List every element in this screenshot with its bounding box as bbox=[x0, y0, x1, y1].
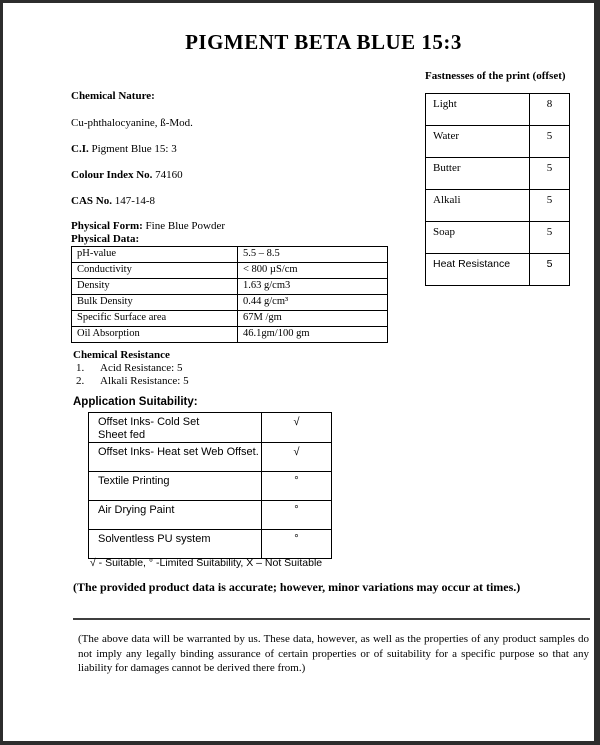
ci-label: C.I. bbox=[71, 143, 89, 155]
property-cell: Oil Absorption bbox=[72, 327, 238, 343]
chemical-nature-value: Cu-phthalocyanine, ß-Mod. bbox=[71, 117, 193, 129]
application-line1: Solventless PU system bbox=[98, 533, 211, 545]
table-row bbox=[72, 295, 388, 311]
fastness-value: 5 bbox=[530, 222, 570, 254]
table-row bbox=[89, 530, 332, 559]
application-suitability-heading: Application Suitability: bbox=[73, 396, 198, 408]
fastness-label: Alkali bbox=[426, 190, 530, 222]
value-cell: < 800 µS/cm bbox=[238, 263, 388, 279]
cas-line bbox=[71, 195, 155, 207]
table-row bbox=[89, 472, 332, 501]
table-row bbox=[89, 413, 332, 443]
physical-form-label: Physical Form: bbox=[71, 220, 143, 232]
table-row bbox=[72, 311, 388, 327]
application-line1: Offset Inks- Heat set Web Offset. bbox=[98, 446, 259, 458]
property-cell: Density bbox=[72, 279, 238, 295]
application-cell bbox=[89, 472, 262, 501]
value-cell: 46.1gm/100 gm bbox=[238, 327, 388, 343]
ci-pigment-line bbox=[71, 143, 177, 155]
chemical-resistance-heading: Chemical Resistance bbox=[73, 349, 170, 361]
colour-index-label: Colour Index No. bbox=[71, 169, 153, 181]
suitability-mark: ° bbox=[262, 530, 332, 559]
table-row bbox=[426, 254, 570, 286]
application-line1: Air Drying Paint bbox=[98, 504, 175, 516]
application-cell bbox=[89, 530, 262, 559]
item-number: 1. bbox=[76, 362, 85, 374]
physical-form-line bbox=[71, 220, 225, 232]
fastness-value: 5 bbox=[530, 254, 570, 286]
application-cell bbox=[89, 501, 262, 530]
item-number: 2. bbox=[76, 375, 85, 387]
table-row bbox=[426, 126, 570, 158]
fastness-label: Light bbox=[426, 94, 530, 126]
cas-label: CAS No. bbox=[71, 195, 112, 207]
application-line2: Sheet fed bbox=[98, 429, 146, 441]
suitability-mark: ° bbox=[262, 501, 332, 530]
suitability-legend: √ - Suitable, ° -Limited Suitability, X – Not Suitable bbox=[90, 557, 323, 569]
item-text: Alkali Resistance: 5 bbox=[100, 375, 189, 387]
property-cell: Specific Surface area bbox=[72, 311, 238, 327]
value-cell: 67M /gm bbox=[238, 311, 388, 327]
application-line1: Offset Inks- Cold Set bbox=[98, 416, 200, 428]
physical-data-table bbox=[71, 246, 388, 343]
property-cell: Bulk Density bbox=[72, 295, 238, 311]
application-suitability-table bbox=[88, 412, 332, 559]
table-row bbox=[426, 94, 570, 126]
table-row bbox=[72, 247, 388, 263]
fastness-label: Water bbox=[426, 126, 530, 158]
table-row bbox=[72, 279, 388, 295]
table-row bbox=[72, 327, 388, 343]
item-text: Acid Resistance: 5 bbox=[100, 362, 183, 374]
chemical-nature-line bbox=[71, 90, 155, 102]
fastness-value: 5 bbox=[530, 158, 570, 190]
page-title: PIGMENT BETA BLUE 15:3 bbox=[185, 30, 462, 54]
fastness-heading: Fastnesses of the print (offset) bbox=[425, 70, 566, 82]
chemical-nature-label: Chemical Nature: bbox=[71, 90, 155, 102]
horizontal-divider bbox=[73, 618, 590, 620]
accuracy-statement: (The provided product data is accurate; however, minor variations may occur at times.) bbox=[73, 580, 521, 594]
list-item bbox=[76, 375, 189, 387]
suitability-mark: √ bbox=[262, 413, 332, 443]
fastness-value: 5 bbox=[530, 190, 570, 222]
physical-form-value: Fine Blue Powder bbox=[142, 220, 225, 232]
value-cell: 1.63 g/cm3 bbox=[238, 279, 388, 295]
table-row bbox=[89, 443, 332, 472]
table-row bbox=[72, 263, 388, 279]
value-cell: 0.44 g/cm³ bbox=[238, 295, 388, 311]
suitability-mark: √ bbox=[262, 443, 332, 472]
ci-value: Pigment Blue 15: 3 bbox=[88, 143, 177, 155]
physical-data-heading: Physical Data: bbox=[71, 233, 140, 245]
fastness-label: Soap bbox=[426, 222, 530, 254]
application-line1: Textile Printing bbox=[98, 475, 170, 487]
fastness-label: Butter bbox=[426, 158, 530, 190]
fastness-value: 5 bbox=[530, 126, 570, 158]
colour-index-line bbox=[71, 169, 183, 181]
application-cell bbox=[89, 443, 262, 472]
warranty-disclaimer: (The above data will be warranted by us. These data, however, as well as the properties of any product samples do not imply any legally binding assurance of certain properties or of suitability for a specific purpose so that any liability for damages cannot be derived there from.) bbox=[78, 633, 589, 675]
suitability-mark: ° bbox=[262, 472, 332, 501]
table-row bbox=[426, 222, 570, 254]
fastness-table bbox=[425, 93, 570, 286]
list-item bbox=[76, 362, 182, 374]
table-row bbox=[426, 158, 570, 190]
colour-index-value: 74160 bbox=[152, 169, 183, 181]
fastness-label: Heat Resistance bbox=[426, 254, 530, 286]
property-cell: pH-value bbox=[72, 247, 238, 263]
value-cell: 5.5 – 8.5 bbox=[238, 247, 388, 263]
application-cell bbox=[89, 413, 262, 443]
table-row bbox=[426, 190, 570, 222]
property-cell: Conductivity bbox=[72, 263, 238, 279]
fastness-value: 8 bbox=[530, 94, 570, 126]
table-row bbox=[89, 501, 332, 530]
cas-value: 147-14-8 bbox=[111, 195, 156, 207]
